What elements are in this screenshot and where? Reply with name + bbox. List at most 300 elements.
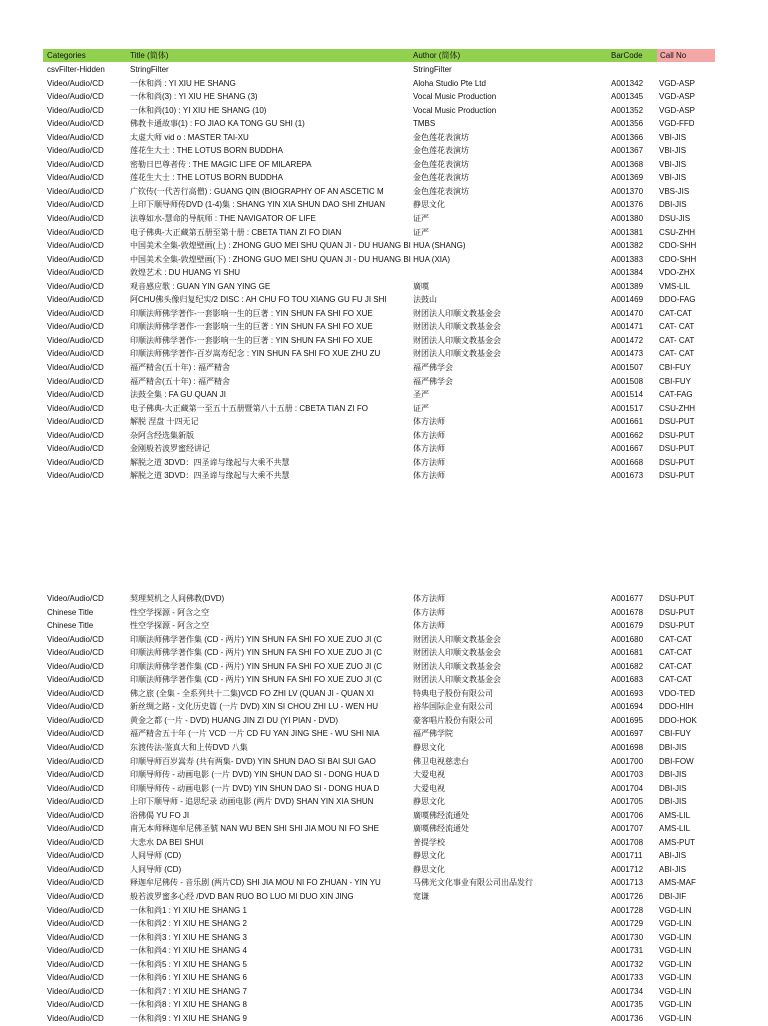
table-row[interactable]: [0, 293, 768, 307]
cell-callno: DBI-JIS: [659, 783, 687, 793]
cell-category: Video/Audio/CD: [47, 594, 104, 603]
cell-callno: DDO-FAG: [659, 295, 696, 305]
table-row[interactable]: [0, 375, 768, 389]
cell-callno: DSU-JIS: [659, 214, 691, 224]
cell-callno: DBI-JIS: [659, 770, 687, 780]
table-row[interactable]: [0, 633, 768, 647]
table-row[interactable]: [0, 334, 768, 348]
cell-author: 财团法人印顺文教基金会: [413, 335, 501, 345]
table-row[interactable]: [0, 456, 768, 470]
cell-category: Video/Audio/CD: [47, 932, 104, 942]
cell-callno: DSU-PUT: [659, 430, 695, 440]
cell-callno: DSU-PUT: [659, 471, 695, 481]
table-row[interactable]: [0, 77, 768, 91]
cell-category: Video/Audio/CD: [47, 810, 104, 820]
cell-category: Video/Audio/CD: [47, 186, 104, 196]
cell-title: 电子佛典-大正藏第一至五十五册暨第八十五册 : CBETA TIAN ZI FO: [130, 403, 368, 413]
table-row[interactable]: [0, 904, 768, 918]
cell-barcode: A001682: [611, 661, 644, 671]
cell-barcode: A001703: [611, 770, 644, 780]
table-row[interactable]: [0, 592, 768, 606]
cell-title: 印顺法师佛学著作-一套影响一生的巨著 : YIN SHUN FA SHI FO XUE: [130, 308, 373, 318]
cell-author: 体方法师: [413, 417, 445, 427]
table-row[interactable]: [0, 1012, 768, 1026]
cell-category: Video/Audio/CD: [47, 444, 104, 454]
cell-barcode: A001469: [611, 295, 644, 305]
cell-category: Video/Audio/CD: [47, 851, 104, 861]
cell-category: Video/Audio/CD: [47, 919, 104, 929]
cell-category: Video/Audio/CD: [47, 837, 104, 847]
cell-author: 廣嘆佛经流通处: [413, 824, 469, 834]
cell-title: 上印下顺导师 - 追思纪录 动画电影 (两片 DVD) SHAN YIN XIA SHUN: [130, 797, 374, 807]
cell-barcode: A001667: [611, 444, 644, 454]
table-row[interactable]: [0, 741, 768, 755]
cell-callno: VGD-LIN: [659, 919, 692, 929]
cell-category: Video/Audio/CD: [47, 227, 104, 237]
cell-author: 豪客唱片股份有限公司: [413, 715, 493, 725]
cell-category: Video/Audio/CD: [47, 92, 104, 102]
cell-author: 大爱电视: [413, 770, 445, 780]
cell-category: Video/Audio/CD: [47, 295, 104, 305]
cell-callno: ABI-JIS: [659, 851, 687, 861]
cell-category: Video/Audio/CD: [47, 214, 104, 224]
cell-barcode: A001662: [611, 430, 644, 440]
cell-author: 证严: [413, 227, 429, 237]
cell-callno: AMS-MAF: [659, 878, 696, 888]
cell-title: 法鼓全集 : FA GU QUAN JI: [130, 390, 227, 400]
cell-title: 解脱之道 3DVD：四圣谛与缘起与大乘不共慧: [130, 457, 290, 467]
cell-author: 体方法师: [413, 594, 445, 603]
cell-author: Vocal Music Production: [413, 92, 497, 102]
cell-category: Video/Audio/CD: [47, 783, 104, 793]
cell-author: 体方法师: [413, 457, 445, 467]
cell-callno: DBI-JIS: [659, 200, 687, 210]
table-row[interactable]: [0, 606, 768, 620]
cell-title: 性空学探源 - 阿含之空: [130, 621, 210, 631]
cell-callno: CAT-CAT: [659, 648, 693, 658]
cell-category: Video/Audio/CD: [47, 159, 104, 169]
table-row[interactable]: [0, 687, 768, 701]
table-row[interactable]: [0, 768, 768, 782]
cell-title: 人间导师 (CD): [130, 864, 182, 874]
cell-category: Video/Audio/CD: [47, 119, 104, 129]
cell-barcode: A001369: [611, 173, 644, 183]
cell-barcode: A001708: [611, 837, 644, 847]
cell-barcode: A001728: [611, 905, 644, 915]
table-row[interactable]: [0, 646, 768, 660]
cell-title: 印顺导师百岁嵩寿 (共有两集- DVD) YIN SHUN DAO SI BAI SUI GAO: [130, 756, 376, 766]
cell-callno: VGD-LIN: [659, 1013, 692, 1023]
table-row[interactable]: [0, 944, 768, 958]
cell-category: Video/Audio/CD: [47, 430, 104, 440]
cell-category: Video/Audio/CD: [47, 403, 104, 413]
table-row[interactable]: [0, 429, 768, 443]
cell-title: 中国美术全集-敦煌壁画(上) : ZHONG GUO MEI SHU QUAN JI - DU HUANG BI HUA (SHANG): [130, 241, 466, 251]
header-author[interactable]: Author (简体): [413, 51, 461, 60]
table-row[interactable]: [0, 185, 768, 199]
table-row[interactable]: [0, 388, 768, 402]
cell-author: 财团法人印顺文教基金会: [413, 308, 501, 318]
cell-title: 印顺法师佛学著作-一套影响一生的巨著 : YIN SHUN FA SHI FO XUE: [130, 335, 373, 345]
cell-callno: VGD-FFD: [659, 119, 695, 129]
cell-author: 大爱电视: [413, 783, 445, 793]
cell-author: 财团法人印顺文教基金会: [413, 648, 501, 658]
cell-title: 东渡传法-鉴真大和上传DVD 八集: [130, 743, 248, 753]
cell-category: Video/Audio/CD: [47, 322, 104, 332]
cell-callno: VGD-LIN: [659, 1000, 692, 1010]
cell-title: 佛教卡通故事(1) : FO JIAO KA TONG GU SHI (1): [130, 119, 305, 129]
cell-barcode: A001507: [611, 363, 644, 373]
cell-callno: VGD-ASP: [659, 78, 696, 88]
cell-category: Video/Audio/CD: [47, 254, 104, 264]
cell-barcode: A001733: [611, 973, 644, 983]
cell-category: Video/Audio/CD: [47, 986, 104, 996]
cell-author: 财团法人印顺文教基金会: [413, 675, 501, 685]
cell-category: Video/Audio/CD: [47, 308, 104, 318]
cell-barcode: A001376: [611, 200, 644, 210]
cell-callno: CAT- CAT: [659, 322, 695, 332]
cell-callno: CAT- CAT: [659, 335, 695, 345]
table-row[interactable]: [0, 158, 768, 172]
cell-barcode: A001726: [611, 892, 644, 902]
cell-category: Video/Audio/CD: [47, 132, 104, 142]
cell-callno: CBI-FUY: [659, 363, 691, 373]
cell-callno: VBI-JIS: [659, 173, 687, 183]
cell-author: 体方法师: [413, 444, 445, 454]
cell-barcode: A001678: [611, 607, 644, 617]
table-row[interactable]: [0, 280, 768, 294]
table-row[interactable]: [0, 876, 768, 890]
cell-category: Video/Audio/CD: [47, 241, 104, 251]
cell-category: Video/Audio/CD: [47, 715, 104, 725]
cell-title: 一休和尚5 : YI XIU HE SHANG 5: [130, 959, 247, 969]
table-row[interactable]: [0, 402, 768, 416]
table-row[interactable]: [0, 971, 768, 985]
cell-barcode: A001508: [611, 376, 644, 386]
cell-title: 一休和尚3 : YI XIU HE SHANG 3: [130, 932, 247, 942]
table-row[interactable]: [0, 104, 768, 118]
cell-category: Video/Audio/CD: [47, 376, 104, 386]
cell-category: Video/Audio/CD: [47, 959, 104, 969]
cell-barcode: A001731: [611, 946, 644, 956]
table-row[interactable]: [0, 117, 768, 131]
table-row[interactable]: [0, 131, 768, 145]
cell-category: Video/Audio/CD: [47, 1000, 104, 1010]
cell-title: 南无本师释迦牟尼佛圣號 NAN WU BEN SHI SHI JIA MOU NI FO SHE: [130, 824, 379, 834]
cell-author: 佛卫电视慈悲台: [413, 756, 469, 766]
cell-title: 观音感应歌 : GUAN YIN GAN YING GE: [130, 281, 271, 291]
cell-title: 印顺法师佛学著作集 (CD - 两片) YIN SHUN FA SHI FO XUE ZUO JI (C: [130, 661, 383, 671]
cell-title: 浴佛偈 YU FO JI: [130, 810, 190, 820]
cell-category: Video/Audio/CD: [47, 349, 104, 359]
cell-callno: DBI-FOW: [659, 756, 694, 766]
cell-callno: DSU-PUT: [659, 607, 695, 617]
cell-title: 金刚般若波罗蜜经讲记: [130, 444, 210, 454]
cell-category: Video/Audio/CD: [47, 892, 104, 902]
cell-callno: DSU-PUT: [659, 457, 695, 467]
cell-category: Video/Audio/CD: [47, 105, 104, 115]
table-row[interactable]: [0, 822, 768, 836]
cell-author: Vocal Music Production: [413, 105, 497, 115]
table-row[interactable]: [0, 727, 768, 741]
cell-barcode: A001730: [611, 932, 644, 942]
cell-author: 静思文化: [413, 797, 445, 807]
cell-category: Video/Audio/CD: [47, 78, 104, 88]
table-row[interactable]: [0, 171, 768, 185]
table-row[interactable]: [0, 809, 768, 823]
cell-callno: VBI-JIS: [659, 159, 687, 169]
cell-author: 廣嘆: [413, 281, 429, 291]
cell-category: Chinese Title: [47, 621, 94, 631]
cell-callno: DDO-HIH: [659, 702, 694, 712]
cell-title: 电子佛典-大正藏第五册至第十册 : CBETA TIAN ZI FO DIAN: [130, 227, 342, 237]
table-row[interactable]: [0, 863, 768, 877]
cell-category: Video/Audio/CD: [47, 770, 104, 780]
table-row[interactable]: [0, 985, 768, 999]
table-row[interactable]: [0, 660, 768, 674]
cell-author: 金色莲花表演坊: [413, 159, 469, 169]
cell-callno: VBS-JIS: [659, 186, 690, 196]
cell-barcode: A001356: [611, 119, 644, 129]
cell-callno: CSU-ZHH: [659, 227, 695, 237]
table-row[interactable]: [0, 347, 768, 361]
cell-category: csvFilter-Hidden: [47, 65, 105, 74]
cell-title: 性空学探源 - 阿含之空: [130, 607, 210, 617]
cell-barcode: A001382: [611, 241, 644, 251]
cell-category: Chinese Title: [47, 607, 94, 617]
cell-barcode: A001680: [611, 634, 644, 644]
cell-title: 福严精舍(五十年) : 福严精舍: [130, 376, 230, 386]
table-row[interactable]: [0, 673, 768, 687]
cell-title: 福严精舍五十年 (一片 VCD 一片 CD FU YAN JING SHE - WU SHI NIA: [130, 729, 380, 739]
header-barcode[interactable]: BarCode: [611, 51, 643, 60]
cell-title: 契理契机之人间佛教(DVD): [130, 594, 225, 603]
cell-title: 一休和尚(10) : YI XIU HE SHANG (10): [130, 105, 267, 115]
cell-callno: VGD-LIN: [659, 932, 692, 942]
cell-category: Video/Audio/CD: [47, 363, 104, 373]
cell-barcode: A001683: [611, 675, 644, 685]
cell-title: 一休和尚1 : YI XIU HE SHANG 1: [130, 905, 247, 915]
cell-barcode: A001673: [611, 471, 644, 481]
cell-barcode: A001514: [611, 390, 644, 400]
table-row[interactable]: [0, 90, 768, 104]
cell-title: 莲花生大士 : THE LOTUS BORN BUDDHA: [130, 146, 283, 156]
cell-title: 一休和尚8 : YI XIU HE SHANG 8: [130, 1000, 247, 1010]
cell-author: 金色莲花表演坊: [413, 173, 469, 183]
header-categories[interactable]: Categories: [47, 51, 86, 60]
cell-barcode: A001380: [611, 214, 644, 224]
cell-title: 人间导师 (CD): [130, 851, 182, 861]
cell-title: 印顺法师佛学著作集 (CD - 两片) YIN SHUN FA SHI FO XUE ZUO JI (C: [130, 648, 383, 658]
cell-author: 金色莲花表演坊: [413, 146, 469, 156]
table-row[interactable]: [0, 239, 768, 253]
cell-barcode: A001735: [611, 1000, 644, 1010]
cell-barcode: A001352: [611, 105, 644, 115]
cell-barcode: A001681: [611, 648, 644, 658]
cell-author: 财团法人印顺文教基金会: [413, 661, 501, 671]
cell-category: Video/Audio/CD: [47, 1013, 104, 1023]
cell-title: 印顺法师佛学著作-一套影响一生的巨著 : YIN SHUN FA SHI FO XUE: [130, 322, 373, 332]
cell-callno: CBI-FUY: [659, 729, 691, 739]
cell-callno: DBI-JIS: [659, 743, 687, 753]
cell-callno: AMS-PUT: [659, 837, 695, 847]
cell-category: Video/Audio/CD: [47, 457, 104, 467]
table-row[interactable]: [0, 442, 768, 456]
table-row[interactable]: [0, 958, 768, 972]
cell-category: Video/Audio/CD: [47, 661, 104, 671]
cell-category: Video/Audio/CD: [47, 390, 104, 400]
table-row[interactable]: [0, 469, 768, 483]
table-row[interactable]: [0, 714, 768, 728]
cell-title: StringFilter: [130, 65, 169, 74]
table-row[interactable]: [0, 226, 768, 240]
cell-barcode: A001472: [611, 335, 644, 345]
table-row[interactable]: [0, 361, 768, 375]
cell-title: 新丝绸之路 - 文化历史篇 (一片 DVD) XIN SI CHOU ZHI LU - WEN HU: [130, 702, 378, 712]
cell-author: 体方法师: [413, 607, 445, 617]
cell-callno: DSU-PUT: [659, 594, 695, 603]
table-block-2: [0, 592, 768, 1026]
cell-barcode: A001729: [611, 919, 644, 929]
cell-title: 般若波罗蜜多心经 /DVD BAN RUO BO LUO MI DUO XIN JING: [130, 892, 354, 902]
cell-author: 静思文化: [413, 743, 445, 753]
cell-title: 太虚大师 vid o : MASTER TAI-XU: [130, 132, 249, 142]
cell-callno: CAT-CAT: [659, 634, 693, 644]
cell-category: Video/Audio/CD: [47, 702, 104, 712]
cell-callno: VGD-LIN: [659, 959, 692, 969]
table-row[interactable]: [0, 266, 768, 280]
table-row[interactable]: [0, 700, 768, 714]
cell-barcode: A001698: [611, 743, 644, 753]
cell-callno: CAT-CAT: [659, 308, 693, 318]
cell-category: Video/Audio/CD: [47, 281, 104, 291]
cell-barcode: A001713: [611, 878, 644, 888]
cell-barcode: A001693: [611, 688, 644, 698]
cell-callno: DSU-PUT: [659, 417, 695, 427]
cell-author: 财团法人印顺文教基金会: [413, 349, 501, 359]
table-row[interactable]: [0, 307, 768, 321]
cell-barcode: A001383: [611, 254, 644, 264]
cell-author: 静思文化: [413, 864, 445, 874]
cell-author: 财团法人印顺文教基金会: [413, 634, 501, 644]
header-callno[interactable]: Call No: [660, 51, 687, 60]
table-row[interactable]: [0, 782, 768, 796]
cell-category: Video/Audio/CD: [47, 648, 104, 658]
cell-callno: DBI-JIS: [659, 797, 687, 807]
cell-barcode: A001368: [611, 159, 644, 169]
cell-title: 中国美术全集-敦煌壁画(下) : ZHONG GUO MEI SHU QUAN JI - DU HUANG BI HUA (XIA): [130, 254, 451, 264]
cell-title: 密勒日巴尊者传 : THE MAGIC LIFE OF MILAREPA: [130, 159, 312, 169]
table-row[interactable]: [0, 849, 768, 863]
cell-callno: DSU-PUT: [659, 444, 695, 454]
header-title[interactable]: Title (简体): [130, 51, 169, 60]
header-row: [43, 49, 715, 62]
cell-title: 印顺导师传 - 动画电影 (一片 DVD) YIN SHUN DAO SI - DONG HUA D: [130, 770, 380, 780]
cell-barcode: A001679: [611, 621, 644, 631]
cell-title: 杂阿含经选集新版: [130, 430, 194, 440]
cell-callno: AMS-LIL: [659, 810, 691, 820]
cell-author: 财团法人印顺文教基金会: [413, 322, 501, 332]
cell-author: 证严: [413, 403, 429, 413]
cell-callno: VGD-LIN: [659, 946, 692, 956]
cell-author: 静思文化: [413, 851, 445, 861]
table-row[interactable]: [0, 63, 768, 77]
cell-title: 敦煌艺术 : DU HUANG YI SHU: [130, 268, 241, 278]
cell-callno: VDO-ZHX: [659, 268, 695, 278]
cell-barcode: A001707: [611, 824, 644, 834]
table-row[interactable]: [0, 917, 768, 931]
cell-barcode: A001366: [611, 132, 644, 142]
cell-callno: VGD-LIN: [659, 986, 692, 996]
cell-callno: VGD-ASP: [659, 92, 696, 102]
table-row[interactable]: [0, 198, 768, 212]
cell-category: Video/Audio/CD: [47, 864, 104, 874]
cell-category: Video/Audio/CD: [47, 824, 104, 834]
cell-callno: CSU-ZHH: [659, 403, 695, 413]
cell-title: 一休和尚9 : YI XIU HE SHANG 9: [130, 1013, 247, 1023]
table-row[interactable]: [0, 836, 768, 850]
table-row[interactable]: [0, 144, 768, 158]
table-row[interactable]: [0, 253, 768, 267]
cell-title: 阿CHU佛头像归复纪实/2 DISC : AH CHU FO TOU XIANG GU FU JI SHI: [130, 295, 387, 305]
cell-title: 一休和尚2 : YI XIU HE SHANG 2: [130, 919, 247, 929]
table-row[interactable]: [0, 320, 768, 334]
table-row[interactable]: [0, 998, 768, 1012]
cell-author: 福严佛学会: [413, 376, 453, 386]
cell-category: Video/Audio/CD: [47, 688, 104, 698]
cell-title: 印顺导师传 - 动画电影 (一片 DVD) YIN SHUN DAO SI - DONG HUA D: [130, 783, 380, 793]
table-row[interactable]: [0, 931, 768, 945]
cell-barcode: A001705: [611, 797, 644, 807]
cell-title: 法尊如水-慧命的导航师 : THE NAVIGATOR OF LIFE: [130, 214, 316, 224]
cell-barcode: A001470: [611, 308, 644, 318]
cell-barcode: A001342: [611, 78, 644, 88]
cell-callno: DSU-PUT: [659, 621, 695, 631]
cell-barcode: A001473: [611, 349, 644, 359]
cell-category: Video/Audio/CD: [47, 729, 104, 739]
cell-barcode: A001471: [611, 322, 644, 332]
cell-title: 一休和尚4 : YI XIU HE SHANG 4: [130, 946, 247, 956]
cell-title: 印顺法师佛学著作集 (CD - 两片) YIN SHUN FA SHI FO XUE ZUO JI (C: [130, 634, 383, 644]
table-row[interactable]: [0, 415, 768, 429]
cell-author: 证严: [413, 214, 429, 224]
table-row[interactable]: [0, 619, 768, 633]
cell-title: 佛之旅 (全集 - 全系列共十二集)VCD FO ZHI LV (QUAN JI - QUAN XI: [130, 688, 374, 698]
cell-callno: VGD-LIN: [659, 905, 692, 915]
cell-callno: VBI-JIS: [659, 146, 687, 156]
cell-author: 宽谦: [413, 892, 429, 902]
cell-barcode: A001384: [611, 268, 644, 278]
table-row[interactable]: [0, 755, 768, 769]
cell-category: Video/Audio/CD: [47, 335, 104, 345]
cell-barcode: A001370: [611, 186, 644, 196]
cell-author: 体方法师: [413, 471, 445, 481]
cell-title: 上印下顺导师传DVD (1-4)集 : SHANG YIN XIA SHUN DAO SHI ZHUAN: [130, 200, 385, 210]
cell-title: 一休和尚(3) : YI XIU HE SHANG (3): [130, 92, 258, 102]
cell-author: 福严佛学会: [413, 363, 453, 373]
table-row[interactable]: [0, 890, 768, 904]
table-row[interactable]: [0, 795, 768, 809]
cell-title: 广钦传(一代苦行高僧) : GUANG QIN (BIOGRAPHY OF AN ASCETIC M: [130, 186, 384, 196]
cell-author: 静思文化: [413, 200, 445, 210]
cell-title: 印顺法师佛学著作-百岁嵩寿纪念 : YIN SHUN FA SHI FO XUE ZHU ZU: [130, 349, 381, 359]
cell-author: 体方法师: [413, 430, 445, 440]
cell-callno: VBI-JIS: [659, 132, 687, 142]
cell-callno: DBI-JIF: [659, 892, 687, 902]
cell-callno: VDO-TED: [659, 688, 695, 698]
table-row[interactable]: [0, 212, 768, 226]
cell-barcode: A001734: [611, 986, 644, 996]
